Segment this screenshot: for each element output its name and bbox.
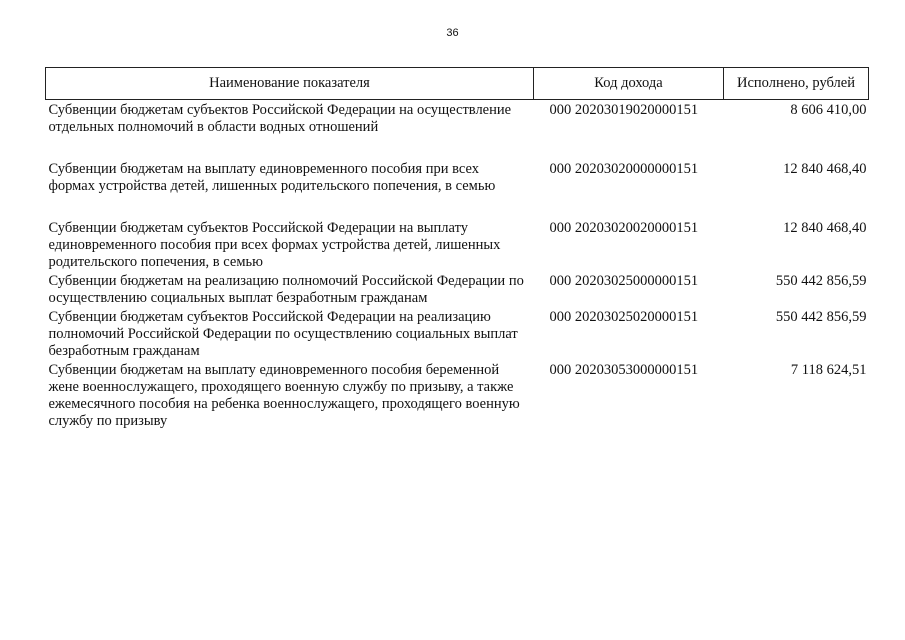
income-code-cell: 000 20203025020000151 [549, 309, 699, 325]
table-row [46, 307, 869, 360]
executed-amount-cell: 12 840 468,40 [783, 161, 867, 177]
indicator-name-cell: Субвенции бюджетам на выплату единовременного пособия при всех формах устройства детей, лишенных родительского попечения, в семью [48, 161, 496, 194]
indicator-name-cell: Субвенции бюджетам субъектов Российской Федерации на выплату единовременного пособия при всех формах устройства детей, лишенных родительского попечения, в семью [48, 220, 501, 270]
header-executed-amount: Исполнено, рублей [724, 68, 869, 100]
table-row [46, 100, 869, 160]
table-row [46, 360, 869, 430]
page-number: 36 [446, 27, 459, 39]
executed-amount-cell: 7 118 624,51 [790, 362, 867, 378]
budget-table [45, 67, 869, 430]
table-row [46, 271, 869, 307]
executed-amount-cell: 550 442 856,59 [775, 309, 867, 325]
header-income-code: Код дохода [534, 68, 724, 100]
executed-amount-cell: 550 442 856,59 [775, 273, 867, 289]
table-header-row [46, 68, 869, 100]
income-code-cell: 000 20203020020000151 [549, 220, 699, 236]
income-code-cell: 000 20203053000000151 [549, 362, 699, 378]
income-code-cell: 000 20203019020000151 [549, 102, 699, 118]
income-code-cell: 000 20203020000000151 [549, 161, 699, 177]
table-row [46, 159, 869, 218]
header-indicator-name: Наименование показателя [46, 68, 534, 100]
income-code-cell: 000 20203025000000151 [549, 273, 699, 289]
executed-amount-cell: 12 840 468,40 [783, 220, 867, 236]
indicator-name-cell: Субвенции бюджетам на выплату единовременного пособия беременной жене военнослужащего, проходящего военную службу по призыву, а также ежемесячного пособия на ребенка военнослужащего, проходящего военную службу по призыву [48, 362, 520, 429]
indicator-name-cell: Субвенции бюджетам субъектов Российской Федерации на реализацию полномочий Российской Федерации по осуществлению социальных выплат безработным гражданам [48, 309, 518, 359]
table-row [46, 218, 869, 271]
indicator-name-cell: Субвенции бюджетам субъектов Российской Федерации на осуществление отдельных полномочий в области водных отношений [48, 102, 512, 135]
indicator-name-cell: Субвенции бюджетам на реализацию полномочий Российской Федерации по осуществлению социальных выплат безработным гражданам [48, 273, 524, 306]
executed-amount-cell: 8 606 410,00 [790, 102, 867, 118]
